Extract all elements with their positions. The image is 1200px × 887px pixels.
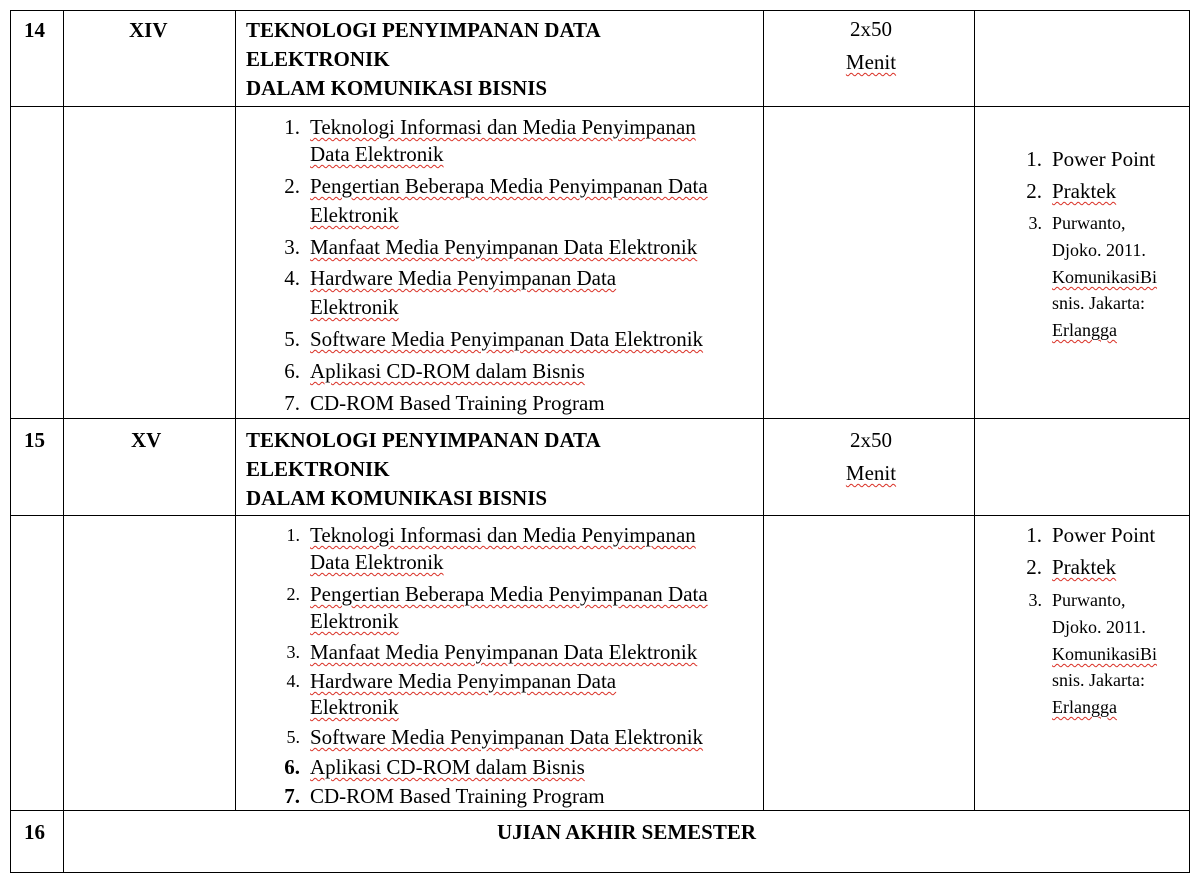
list-item-text: Elektronik [310,695,399,719]
duration-unit: Menit [845,50,897,74]
list-item-text: Teknologi Informasi dan Media Penyimpanan [310,523,696,547]
list-item-text: Elektronik [310,203,399,227]
session-title-line: TEKNOLOGI PENYIMPANAN DATA [246,18,601,42]
list-item-text: Data Elektronik [310,142,444,166]
list-item-text: Praktek [1052,555,1117,579]
list-item-text: Hardware Media Penyimpanan Data [310,266,617,290]
list-item-text: Software Media Penyimpanan Data Elektronik [310,725,704,749]
session-title-line: ELEKTRONIK [246,47,390,71]
list-item-text: Djoko. 2011. [1052,617,1146,637]
list-item-text: Manfaat Media Penyimpanan Data Elektronik [310,640,698,664]
table-border [10,872,1190,873]
list-item-text: Djoko. 2011. [1052,240,1146,260]
list-item-text: Praktek [1052,179,1117,203]
session-title-line: DALAM KOMUNIKASI BISNIS [246,486,548,510]
list-item-text: CD-ROM Based Training Program [310,391,605,415]
list-item-text: Pengertian Beberapa Media Penyimpanan Data [310,582,708,606]
session-title-line: DALAM KOMUNIKASI BISNIS [246,76,548,100]
column-divider [63,10,64,873]
list-item-text: CD-ROM Based Training Program [310,784,605,808]
list-item-text: Power Point [1052,147,1156,171]
duration-value: 2x50 [850,17,892,41]
list-item-text: Manfaat Media Penyimpanan Data Elektronik [310,235,698,259]
list-item-text: Pengertian Beberapa Media Penyimpanan Data [310,174,708,198]
row-divider [10,418,1190,419]
list-item-text: Aplikasi CD-ROM dalam Bisnis [310,755,585,779]
list-item-text: Software Media Penyimpanan Data Elektronik [310,327,704,351]
session-title-line: ELEKTRONIK [246,457,390,481]
list-item-text: Purwanto, [1052,213,1126,233]
list-item-text: Hardware Media Penyimpanan Data [310,669,617,693]
list-item-text: KomunikasiBi [1052,644,1158,664]
duration [766,13,976,79]
column-divider [763,10,764,811]
session-title [246,16,601,103]
row-divider [10,810,1190,811]
list-item-text: Purwanto, [1052,590,1126,610]
column-divider [235,10,236,811]
column-divider [974,10,975,811]
table-border [10,10,11,873]
list-item-text: Erlangga [1052,320,1117,340]
session-title-line: TEKNOLOGI PENYIMPANAN DATA [246,428,601,452]
list-item-text: Aplikasi CD-ROM dalam Bisnis [310,359,585,383]
meeting-number: XIV [129,18,168,42]
duration [766,424,976,490]
list-item-text: Erlangga [1052,697,1117,717]
table-border [10,10,1190,11]
row-number: 14 [24,18,45,42]
list-item-text: Elektronik [310,609,399,633]
list-item-text: KomunikasiBi [1052,267,1158,287]
list-item-text: snis. Jakarta: [1052,293,1145,313]
list-item-text: Power Point [1052,523,1156,547]
row-divider [10,515,1190,516]
row-divider [10,106,1190,107]
duration-unit: Menit [845,461,897,485]
exam-label: UJIAN AKHIR SEMESTER [496,820,757,844]
table-border [1189,10,1190,873]
list-item-text: Data Elektronik [310,550,444,574]
row-number: 15 [24,428,45,452]
session-title [246,426,601,513]
meeting-number: XV [131,428,162,452]
row-number: 16 [24,820,45,844]
list-item-text: Teknologi Informasi dan Media Penyimpanan [310,115,696,139]
list-item-text: Elektronik [310,295,399,319]
duration-value: 2x50 [850,428,892,452]
list-item-text: snis. Jakarta: [1052,670,1145,690]
